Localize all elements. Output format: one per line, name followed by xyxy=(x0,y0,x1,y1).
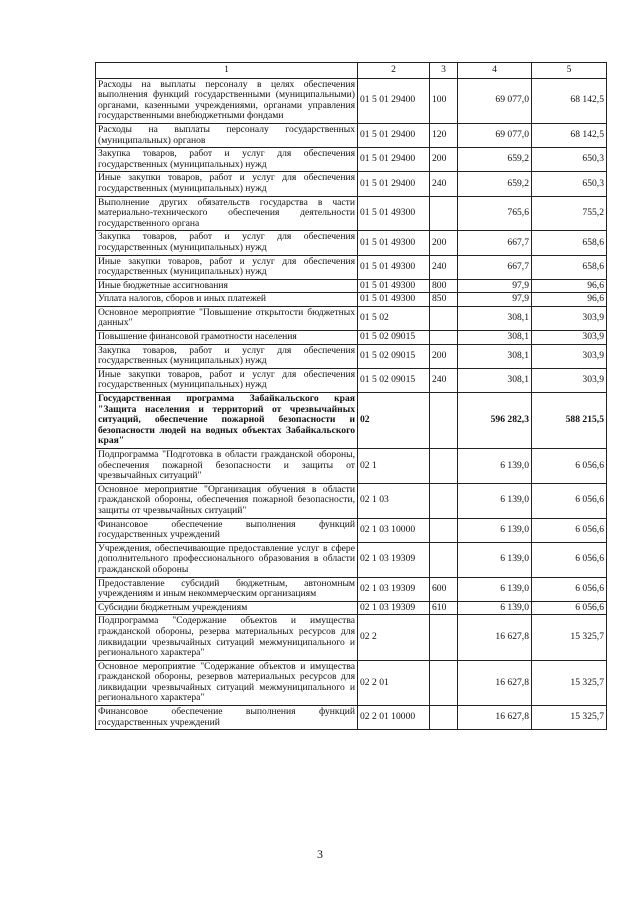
table-row xyxy=(96,660,607,705)
cell-v1: 6 139,0 xyxy=(458,518,532,542)
column-header: 3 xyxy=(430,63,458,79)
cell-code: 02 1 03 19309 xyxy=(358,601,430,615)
cell-v2: 658,6 xyxy=(532,255,607,279)
cell-type: 200 xyxy=(430,344,458,368)
cell-code: 01 5 01 29400 xyxy=(358,78,430,123)
cell-type: 240 xyxy=(430,255,458,279)
cell-v1: 16 627,8 xyxy=(458,660,532,705)
cell-name: Расходы на выплаты персоналу в целях обеспечения выполнения функций государственными (муниципальными) органами, казенными учреждениями, органами управления государственными внебюджетными фондами xyxy=(96,78,358,123)
column-header: 5 xyxy=(532,63,607,79)
cell-type: 600 xyxy=(430,577,458,601)
table-row xyxy=(96,293,607,307)
cell-v2: 6 056,6 xyxy=(532,449,607,484)
cell-name: Предоставление субсидий бюджетным, автономным учреждениям и иным некоммерческим организациям xyxy=(96,577,358,601)
cell-v1: 97,9 xyxy=(458,293,532,307)
cell-name: Основное мероприятие "Содержание объектов и имущества гражданской обороны, резервов материальных ресурсов для ликвидации чрезвычайных ситуаций межмуниципального и регионального характера" xyxy=(96,660,358,705)
cell-v1: 97,9 xyxy=(458,279,532,293)
cell-v1: 308,1 xyxy=(458,368,532,392)
cell-code: 01 5 01 49300 xyxy=(358,279,430,293)
cell-name: Учреждения, обеспечивающие предоставление услуг в сфере дополнительного профессионального образования в области гражданской обороны xyxy=(96,542,358,577)
cell-code: 02 1 xyxy=(358,449,430,484)
cell-v2: 6 056,6 xyxy=(532,518,607,542)
cell-v2: 68 142,5 xyxy=(532,123,607,147)
cell-v2: 96,6 xyxy=(532,293,607,307)
cell-type: 850 xyxy=(430,293,458,307)
cell-v1: 659,2 xyxy=(458,148,532,172)
cell-name: Закупка товаров, работ и услуг для обеспечения государственных (муниципальных) нужд xyxy=(96,344,358,368)
cell-v1: 6 139,0 xyxy=(458,601,532,615)
cell-name: Расходы на выплаты персоналу государственных (муниципальных) органов xyxy=(96,123,358,147)
table-row xyxy=(96,279,607,293)
cell-code: 01 5 02 09015 xyxy=(358,344,430,368)
cell-name: Основное мероприятие "Повышение открытости бюджетных данных" xyxy=(96,306,358,330)
cell-type xyxy=(430,449,458,484)
table-row xyxy=(96,601,607,615)
table-row xyxy=(96,78,607,123)
cell-v1: 16 627,8 xyxy=(458,706,532,730)
cell-v1: 308,1 xyxy=(458,344,532,368)
cell-code: 01 5 01 29400 xyxy=(358,148,430,172)
cell-type xyxy=(430,306,458,330)
cell-type: 610 xyxy=(430,601,458,615)
cell-type xyxy=(430,660,458,705)
cell-type: 240 xyxy=(430,368,458,392)
cell-v2: 15 325,7 xyxy=(532,615,607,660)
table-row xyxy=(96,449,607,484)
table-row xyxy=(96,306,607,330)
cell-code: 02 xyxy=(358,393,430,449)
cell-name: Иные бюджетные ассигнования xyxy=(96,279,358,293)
cell-code: 01 5 01 29400 xyxy=(358,172,430,196)
cell-name: Подпрограмма "Подготовка в области гражданской обороны, обеспечения пожарной безопасности и защиты от чрезвычайных ситуаций" xyxy=(96,449,358,484)
table-row xyxy=(96,518,607,542)
cell-name: Финансовое обеспечение выполнения функций государственных учреждений xyxy=(96,706,358,730)
table-row xyxy=(96,231,607,255)
cell-type: 200 xyxy=(430,231,458,255)
cell-code: 02 1 03 19309 xyxy=(358,577,430,601)
cell-name: Иные закупки товаров, работ и услуг для обеспечения государственных (муниципальных) нужд xyxy=(96,172,358,196)
table-row xyxy=(96,148,607,172)
budget-table xyxy=(95,62,607,730)
cell-name: Основное мероприятие "Организация обучения в области гражданской обороны, обеспечения пожарной безопасности, защиты от чрезвычайных ситуаций" xyxy=(96,483,358,518)
cell-v2: 6 056,6 xyxy=(532,542,607,577)
cell-type: 800 xyxy=(430,279,458,293)
cell-v2: 755,2 xyxy=(532,196,607,231)
cell-code: 02 2 01 10000 xyxy=(358,706,430,730)
cell-v2: 6 056,6 xyxy=(532,483,607,518)
cell-v2: 588 215,5 xyxy=(532,393,607,449)
cell-v2: 303,9 xyxy=(532,306,607,330)
table-row xyxy=(96,331,607,345)
cell-v2: 68 142,5 xyxy=(532,78,607,123)
cell-code: 01 5 01 49300 xyxy=(358,255,430,279)
cell-v1: 6 139,0 xyxy=(458,542,532,577)
cell-name: Выполнение других обязательств государства в части материально-технического обеспечения деятельности государственного органа xyxy=(96,196,358,231)
cell-code: 01 5 02 09015 xyxy=(358,331,430,345)
table-row xyxy=(96,706,607,730)
cell-type xyxy=(430,706,458,730)
cell-code: 02 1 03 10000 xyxy=(358,518,430,542)
table-row xyxy=(96,368,607,392)
cell-type: 100 xyxy=(430,78,458,123)
cell-v1: 765,6 xyxy=(458,196,532,231)
cell-v2: 650,3 xyxy=(532,148,607,172)
cell-name: Закупка товаров, работ и услуг для обеспечения государственных (муниципальных) нужд xyxy=(96,148,358,172)
cell-code: 01 5 02 xyxy=(358,306,430,330)
cell-v1: 69 077,0 xyxy=(458,78,532,123)
cell-v2: 6 056,6 xyxy=(532,577,607,601)
cell-v1: 16 627,8 xyxy=(458,615,532,660)
cell-name: Субсидии бюджетным учреждениям xyxy=(96,601,358,615)
cell-name: Государственная программа Забайкальского края "Защита населения и территорий от чрезвычайных ситуаций, обеспечение пожарной безопасности и безопасности людей на водных объектах Забайкальского края" xyxy=(96,393,358,449)
table-row xyxy=(96,172,607,196)
table-row xyxy=(96,344,607,368)
cell-type xyxy=(430,331,458,345)
cell-name: Уплата налогов, сборов и иных платежей xyxy=(96,293,358,307)
table-row xyxy=(96,196,607,231)
cell-v1: 6 139,0 xyxy=(458,577,532,601)
cell-v1: 596 282,3 xyxy=(458,393,532,449)
cell-code: 01 5 01 49300 xyxy=(358,293,430,307)
cell-v2: 303,9 xyxy=(532,344,607,368)
table-row xyxy=(96,577,607,601)
cell-v1: 69 077,0 xyxy=(458,123,532,147)
cell-v2: 15 325,7 xyxy=(532,660,607,705)
cell-v1: 6 139,0 xyxy=(458,483,532,518)
cell-name: Иные закупки товаров, работ и услуг для обеспечения государственных (муниципальных) нужд xyxy=(96,255,358,279)
cell-v2: 96,6 xyxy=(532,279,607,293)
cell-v2: 15 325,7 xyxy=(532,706,607,730)
cell-type xyxy=(430,615,458,660)
cell-v2: 650,3 xyxy=(532,172,607,196)
cell-v2: 303,9 xyxy=(532,331,607,345)
cell-code: 01 5 01 49300 xyxy=(358,196,430,231)
cell-code: 02 1 03 19309 xyxy=(358,542,430,577)
cell-code: 02 2 xyxy=(358,615,430,660)
column-header: 2 xyxy=(358,63,430,79)
table-row xyxy=(96,615,607,660)
cell-type xyxy=(430,542,458,577)
cell-name: Повышение финансовой грамотности населения xyxy=(96,331,358,345)
table-header-row xyxy=(96,63,607,79)
cell-type xyxy=(430,393,458,449)
cell-type xyxy=(430,518,458,542)
cell-v1: 667,7 xyxy=(458,255,532,279)
cell-type xyxy=(430,483,458,518)
cell-type xyxy=(430,196,458,231)
cell-v1: 308,1 xyxy=(458,306,532,330)
cell-code: 01 5 01 29400 xyxy=(358,123,430,147)
cell-v2: 6 056,6 xyxy=(532,601,607,615)
cell-v2: 303,9 xyxy=(532,368,607,392)
table-body xyxy=(96,78,607,730)
cell-v1: 659,2 xyxy=(458,172,532,196)
table-row xyxy=(96,542,607,577)
cell-code: 01 5 02 09015 xyxy=(358,368,430,392)
cell-code: 02 1 03 xyxy=(358,483,430,518)
cell-name: Подпрограмма "Содержание объектов и имущества гражданской обороны, резерва материальных ресурсов для ликвидации чрезвычайных ситуаций межмуниципального и регионального характера" xyxy=(96,615,358,660)
cell-name: Иные закупки товаров, работ и услуг для обеспечения государственных (муниципальных) нужд xyxy=(96,368,358,392)
table-row xyxy=(96,255,607,279)
cell-name: Финансовое обеспечение выполнения функций государственных учреждений xyxy=(96,518,358,542)
column-header: 4 xyxy=(458,63,532,79)
cell-v1: 6 139,0 xyxy=(458,449,532,484)
cell-type: 240 xyxy=(430,172,458,196)
cell-name: Закупка товаров, работ и услуг для обеспечения государственных (муниципальных) нужд xyxy=(96,231,358,255)
page-number: 3 xyxy=(317,847,323,861)
cell-code: 01 5 01 49300 xyxy=(358,231,430,255)
table-row xyxy=(96,483,607,518)
cell-v1: 308,1 xyxy=(458,331,532,345)
cell-type: 200 xyxy=(430,148,458,172)
cell-v2: 658,6 xyxy=(532,231,607,255)
cell-type: 120 xyxy=(430,123,458,147)
cell-v1: 667,7 xyxy=(458,231,532,255)
cell-code: 02 2 01 xyxy=(358,660,430,705)
table-row xyxy=(96,123,607,147)
table-row xyxy=(96,393,607,449)
column-header: 1 xyxy=(96,63,358,79)
